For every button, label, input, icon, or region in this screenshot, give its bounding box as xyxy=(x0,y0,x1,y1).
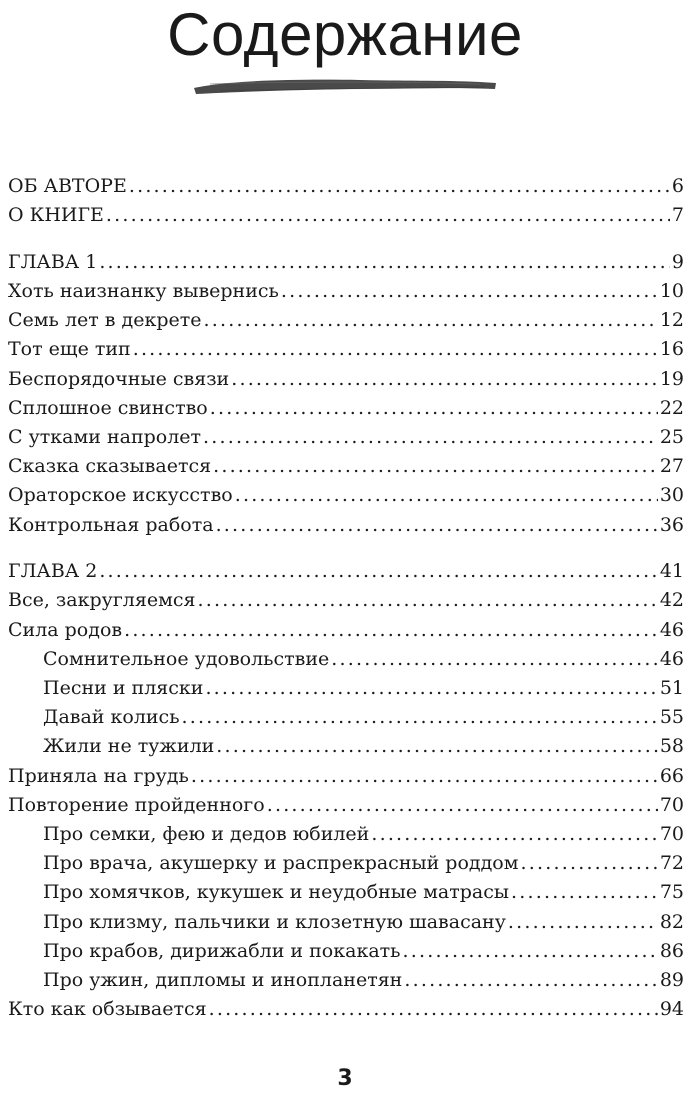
toc-entry-title: Тот еще тип xyxy=(8,338,131,361)
toc-entry xyxy=(8,762,684,791)
toc-dot-leader xyxy=(521,849,658,878)
toc-entry-title: Про врача, акушерку и распрекрасный роддом xyxy=(43,852,519,875)
toc-entry xyxy=(8,335,684,364)
toc-entry-page: 27 xyxy=(659,455,684,478)
toc-dot-leader xyxy=(133,335,658,364)
toc-entry-title: Давай колись xyxy=(43,706,180,729)
toc-entry xyxy=(8,172,684,201)
toc-entry xyxy=(8,820,684,849)
toc-entry xyxy=(8,511,684,540)
toc-entry xyxy=(8,616,684,645)
toc-entry-page: 12 xyxy=(659,309,684,332)
toc-entry-title: Сказка сказывается xyxy=(8,455,212,478)
toc-dot-leader xyxy=(198,586,658,615)
toc-entry-title: Контрольная работа xyxy=(8,513,214,536)
toc-dot-leader xyxy=(129,172,670,201)
toc-entry-page: 70 xyxy=(659,822,684,845)
toc-entry xyxy=(8,248,684,277)
toc-dot-leader xyxy=(216,732,658,761)
toc-entry-page: 46 xyxy=(659,647,684,670)
toc-entry-title: Все, закругляемся xyxy=(8,589,196,612)
toc-entry xyxy=(8,703,684,732)
toc-entry-title: Про ужин, дипломы и инопланетян xyxy=(43,968,403,991)
toc-dot-leader xyxy=(511,878,658,907)
table-of-contents xyxy=(8,172,684,1024)
toc-entry-page: 55 xyxy=(659,706,684,729)
toc-entry-page: 51 xyxy=(659,677,684,699)
toc-dot-leader xyxy=(204,306,658,335)
toc-entry xyxy=(8,481,684,510)
toc-entry-page: 72 xyxy=(659,852,684,875)
toc-entry xyxy=(8,732,684,761)
toc-dot-leader xyxy=(124,616,658,645)
toc-entry-title: Повторение пройденного xyxy=(8,793,265,816)
toc-entry-title: Про крабов, дирижабли и покакать xyxy=(43,939,401,962)
toc-entry-title: Про семки, фею и дедов юбилей xyxy=(43,822,370,845)
toc-entry-title: Хоть наизнанку вывернись xyxy=(8,280,279,303)
brush-stroke-divider xyxy=(190,74,500,98)
toc-dot-leader xyxy=(210,394,658,423)
toc-entry-page: 10 xyxy=(659,280,684,303)
toc-dot-leader xyxy=(331,645,658,674)
toc-dot-leader xyxy=(99,557,658,586)
toc-entry-page: 16 xyxy=(659,338,684,361)
toc-entry xyxy=(8,365,684,394)
toc-entry-title: Песни и пляски xyxy=(43,677,204,699)
toc-dot-leader xyxy=(191,762,658,791)
toc-entry-page: 75 xyxy=(659,881,684,904)
toc-entry xyxy=(8,557,684,586)
toc-dot-leader xyxy=(182,703,658,732)
toc-entry xyxy=(8,394,684,423)
toc-entry-page: 19 xyxy=(659,367,684,390)
toc-entry xyxy=(8,908,684,937)
toc-entry-title: ГЛАВА 1 xyxy=(8,250,98,273)
toc-entry xyxy=(8,995,684,1024)
toc-entry-title: О КНИГЕ xyxy=(8,204,104,227)
page-number: 3 xyxy=(337,1066,353,1091)
toc-entry-page: 82 xyxy=(659,910,684,933)
toc-entry-title: Жили не тужили xyxy=(43,735,215,758)
toc-entry xyxy=(8,645,684,674)
toc-dot-leader xyxy=(205,674,657,703)
toc-dot-leader xyxy=(281,277,658,306)
toc-entry-title: Ораторское искусство xyxy=(8,484,233,507)
toc-entry xyxy=(8,423,684,452)
toc-entry-title: Сила родов xyxy=(8,618,123,641)
toc-entry xyxy=(8,452,684,481)
toc-entry-title: ОБ АВТОРЕ xyxy=(8,175,127,197)
toc-entry-title: Беспорядочные связи xyxy=(8,367,230,390)
toc-dot-leader xyxy=(403,937,658,966)
toc-entry-title: Сомнительное удовольствие xyxy=(43,647,330,670)
toc-entry-title: Про клизму, пальчики и клозетную шавасану xyxy=(43,910,506,933)
toc-dot-leader xyxy=(99,248,670,277)
toc-entry-page: 46 xyxy=(659,618,684,641)
toc-entry-title: С утками напролет xyxy=(8,426,202,448)
toc-entry-page: 86 xyxy=(659,939,684,962)
toc-entry-page: 89 xyxy=(659,968,684,991)
toc-entry-title: Семь лет в декрете xyxy=(8,309,202,332)
toc-entry-page: 25 xyxy=(659,426,684,448)
page-title: Содержание xyxy=(167,1,523,68)
toc-entry xyxy=(8,966,684,995)
toc-entry-page: 6 xyxy=(671,175,684,197)
toc-entry-title: Про хомячков, кукушек и неудобные матрасы xyxy=(43,881,510,904)
toc-dot-leader xyxy=(209,995,658,1024)
toc-entry xyxy=(8,937,684,966)
toc-entry-page: 9 xyxy=(671,250,684,273)
toc-entry xyxy=(8,878,684,907)
toc-entry xyxy=(8,586,684,615)
toc-entry-page: 66 xyxy=(659,764,684,787)
toc-entry xyxy=(8,674,684,703)
toc-entry-page: 30 xyxy=(659,484,684,507)
toc-dot-leader xyxy=(106,201,670,230)
toc-dot-leader xyxy=(231,365,658,394)
toc-dot-leader xyxy=(235,481,658,510)
toc-entry xyxy=(8,306,684,335)
toc-dot-leader xyxy=(216,511,658,540)
toc-dot-leader xyxy=(213,452,658,481)
toc-entry-page: 42 xyxy=(659,589,684,612)
toc-entry-page: 22 xyxy=(659,396,684,419)
toc-dot-leader xyxy=(371,820,657,849)
toc-entry-title: Кто как обзывается xyxy=(8,998,207,1021)
toc-entry-page: 41 xyxy=(659,560,684,583)
toc-entry xyxy=(8,277,684,306)
toc-entry xyxy=(8,201,684,230)
toc-dot-leader xyxy=(203,423,658,452)
toc-entry-title: ГЛАВА 2 xyxy=(8,560,98,583)
toc-dot-leader xyxy=(404,966,657,995)
toc-entry-title: Приняла на грудь xyxy=(8,764,189,787)
toc-entry-page: 94 xyxy=(659,998,684,1021)
toc-entry xyxy=(8,791,684,820)
toc-entry xyxy=(8,849,684,878)
toc-entry-page: 7 xyxy=(671,204,684,227)
toc-dot-leader xyxy=(267,791,658,820)
toc-entry-title: Сплошное свинство xyxy=(8,396,208,419)
toc-entry-page: 70 xyxy=(659,793,684,816)
toc-entry-page: 36 xyxy=(659,513,684,536)
toc-dot-leader xyxy=(508,908,658,937)
toc-entry-page: 58 xyxy=(659,735,684,758)
